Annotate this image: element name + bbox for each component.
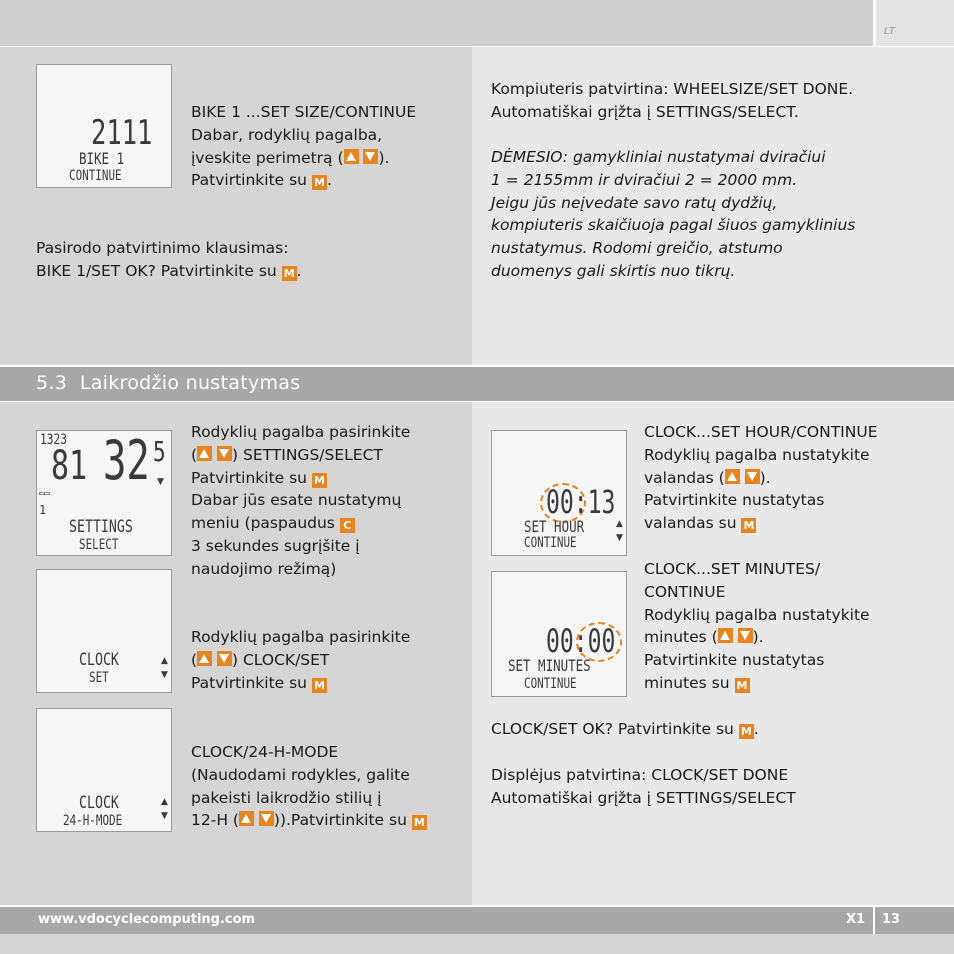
footer-website-link[interactable]: www.vdocyclecomputing.com	[38, 912, 256, 927]
text-span: ) SETTINGS/SELECT	[232, 445, 383, 464]
text-span: )).Patvirtinkite su	[273, 811, 407, 830]
arrow-down-icon	[745, 469, 760, 484]
arrow-up-icon	[344, 149, 359, 164]
text-line: CONTINUE	[644, 582, 726, 601]
arrow-up-icon	[197, 651, 212, 666]
lcd-clock-set-line1: CLOCK	[79, 650, 119, 670]
page-number: 13	[882, 912, 901, 927]
m-key-icon: M	[412, 815, 427, 830]
lcd-hour-line2: CONTINUE	[524, 535, 577, 551]
text-line: Pasirodo patvirtinimo klausimas:	[36, 239, 289, 257]
lcd-down-triangle-icon: ▼	[161, 811, 168, 821]
text-line: CLOCK/SET OK? Patvirtinkite su M .	[491, 720, 759, 738]
bike-instructions	[191, 101, 416, 192]
m-key-icon: M	[741, 518, 756, 533]
lcd-settings-big: 81	[51, 443, 88, 489]
text-line: Rodyklių pagalba nustatykite	[644, 605, 870, 624]
text-line	[644, 512, 877, 535]
set-minutes-instructions	[644, 558, 870, 695]
text-span: įveskite perimetrą (	[191, 148, 344, 167]
lcd-display-settings	[36, 430, 172, 556]
arrow-up-icon	[239, 811, 254, 826]
text-span: Patvirtinkite su	[191, 673, 308, 692]
arrow-up-icon	[197, 446, 212, 461]
lcd-bike-line2: CONTINUE	[69, 168, 122, 184]
lcd-settings-line1: SETTINGS	[69, 517, 133, 537]
text-span: minutes (	[644, 628, 718, 647]
text-span: ).	[752, 628, 764, 647]
lcd-settings-sup: 5	[153, 435, 166, 468]
footer-model: X1	[846, 912, 866, 927]
m-key-icon: M	[735, 678, 750, 693]
text-line: Patvirtinkite nustatytas	[644, 651, 825, 670]
text-line: BIKE 1/SET OK? Patvirtinkite su M .	[36, 261, 302, 280]
text-line: BIKE 1 ...SET SIZE/CONTINUE	[191, 103, 417, 121]
set-hour-instructions	[644, 421, 877, 535]
section-title-text: Laikrodžio nustatymas	[79, 372, 301, 394]
lcd-down-triangle-icon: ▼	[616, 533, 623, 543]
text-line: Automatiškai grįžta į SETTINGS/SELECT.	[491, 102, 799, 121]
text-span: Patvirtinkite su	[191, 468, 308, 487]
m-key-icon: M	[312, 678, 327, 693]
lcd-clock-set-line2: SET	[89, 670, 109, 686]
c-key-icon: C	[340, 518, 355, 533]
arrow-down-icon	[259, 811, 274, 826]
text-line: Kompiuteris patvirtina: WHEELSIZE/SET DONE.	[491, 80, 854, 98]
text-line	[191, 467, 410, 490]
text-line: duomenys gali skirtis nuo tikrų.	[491, 261, 736, 280]
text-span: ).	[759, 468, 771, 487]
text-line: kompiuteris skaičiuoja pagal šiuos gamyklinius	[491, 216, 856, 235]
text-line: CLOCK...SET MINUTES/	[644, 560, 821, 578]
text-line: Rodyklių pagalba pasirinkite	[191, 423, 411, 441]
clock-set-instructions	[191, 626, 410, 694]
text-line: Patvirtinkite su M .	[191, 171, 332, 190]
lcd-battery-icon: ▭▭	[39, 489, 50, 499]
lcd-settings-bigger: 32	[103, 429, 150, 492]
lcd-down-triangle-icon: ▼	[161, 670, 168, 680]
text-span: Patvirtinkite su	[191, 171, 308, 190]
confirm-question	[36, 237, 302, 283]
text-line: Dabar, rodyklių pagalba,	[191, 125, 383, 144]
text-span: meniu (paspaudus	[191, 514, 335, 533]
lcd-minutes-time: 00:00	[546, 622, 616, 660]
text-line: Patvirtinkite nustatytas	[644, 491, 825, 510]
lcd-up-triangle-icon: ▲	[161, 797, 168, 807]
lcd-settings-line2: SELECT	[79, 537, 119, 553]
text-line: Automatiškai grįžta į SETTINGS/SELECT	[491, 788, 796, 807]
text-line	[191, 809, 427, 832]
lcd-up-triangle-icon: ▲	[161, 656, 168, 666]
text-span: minutes su	[644, 673, 730, 692]
text-span: valandas (	[644, 468, 725, 487]
lcd-settings-digit: 1	[39, 503, 47, 517]
text-line: naudojimo režimą)	[191, 559, 337, 578]
text-line: Jeigu jūs neįvedate savo ratų dydžių,	[491, 193, 778, 212]
arrow-down-icon	[217, 446, 232, 461]
header-bar-right	[876, 0, 954, 46]
m-key-icon: M	[312, 175, 327, 190]
lcd-display-set-minutes	[491, 571, 627, 697]
text-line	[191, 512, 410, 535]
language-tag: LT	[884, 26, 896, 37]
text-span: CLOCK/SET OK? Patvirtinkite su	[491, 720, 734, 738]
text-line	[644, 672, 870, 695]
text-line: CLOCK/24-H-MODE	[191, 743, 339, 761]
text-span: ).	[378, 148, 390, 167]
text-line	[644, 626, 870, 649]
arrow-down-icon	[217, 651, 232, 666]
clock-set-ok	[491, 718, 759, 741]
text-span: (	[191, 445, 198, 464]
arrow-up-icon	[725, 469, 740, 484]
settings-select-instructions	[191, 421, 410, 581]
arrow-up-icon	[718, 628, 733, 643]
text-span: (	[191, 650, 198, 669]
lcd-bike-line1: BIKE 1	[79, 149, 125, 168]
clock-set-done	[491, 764, 796, 810]
text-line	[644, 467, 877, 490]
footer-bottom-strip	[0, 934, 954, 954]
lcd-hour-line1: SET HOUR	[524, 517, 585, 536]
text-line	[191, 147, 416, 170]
text-line: CLOCK...SET HOUR/CONTINUE	[644, 423, 878, 441]
clock-24h-instructions	[191, 741, 427, 832]
text-line: (Naudodami rodykles, galite	[191, 765, 410, 784]
factory-settings-note	[491, 146, 855, 283]
lcd-clock-24-line1: CLOCK	[79, 793, 119, 813]
lcd-display-clock-set	[36, 569, 172, 693]
m-key-icon: M	[739, 724, 754, 739]
lcd-minutes-line1: SET MINUTES	[508, 656, 591, 675]
lcd-hour-time: 00:13	[546, 483, 616, 521]
header-bar	[0, 0, 873, 46]
footer-divider	[873, 907, 875, 934]
lcd-display-clock-24h	[36, 708, 172, 832]
text-line: nustatymus. Rodomi greičio, atstumo	[491, 239, 783, 258]
text-line: DĖMESIO: gamykliniai nustatymai dviračiui	[491, 148, 826, 166]
text-line: 3 sekundes sugrįšite į	[191, 536, 360, 555]
wheelsize-confirm	[491, 78, 853, 124]
arrow-down-icon	[738, 628, 753, 643]
text-span: valandas su	[644, 514, 737, 533]
text-line: Displėjus patvirtina: CLOCK/SET DONE	[491, 766, 789, 784]
text-line: Dabar jūs esate nustatymų	[191, 491, 402, 510]
lcd-display-bike	[36, 64, 172, 188]
text-line: Rodyklių pagalba nustatykite	[644, 445, 870, 464]
lcd-clock-24-line2: 24-H-MODE	[63, 813, 123, 829]
lcd-down-triangle-icon: ▼	[157, 477, 164, 487]
lcd-minutes-line2: CONTINUE	[524, 676, 577, 692]
lcd-settings-small: 1323	[40, 432, 67, 448]
text-line: Rodyklių pagalba pasirinkite	[191, 628, 411, 646]
lcd-display-set-hour	[491, 430, 627, 556]
text-span: 12-H (	[191, 811, 239, 830]
text-line	[191, 444, 410, 467]
text-line	[191, 649, 410, 672]
lcd-up-triangle-icon: ▲	[616, 519, 623, 529]
section-number: 5.3	[36, 372, 68, 394]
text-span: BIKE 1/SET OK? Patvirtinkite su	[36, 261, 277, 280]
text-span: ) CLOCK/SET	[232, 650, 330, 669]
arrow-down-icon	[363, 149, 378, 164]
text-line: pakeisti laikrodžio stilių į	[191, 788, 382, 807]
section-title	[36, 372, 300, 394]
m-key-icon: M	[312, 473, 327, 488]
m-key-icon: M	[282, 266, 297, 281]
text-line	[191, 672, 410, 695]
text-line: 1 = 2155mm ir dviračiui 2 = 2000 mm.	[491, 170, 798, 189]
lcd-bike-number: 2111	[91, 113, 153, 153]
